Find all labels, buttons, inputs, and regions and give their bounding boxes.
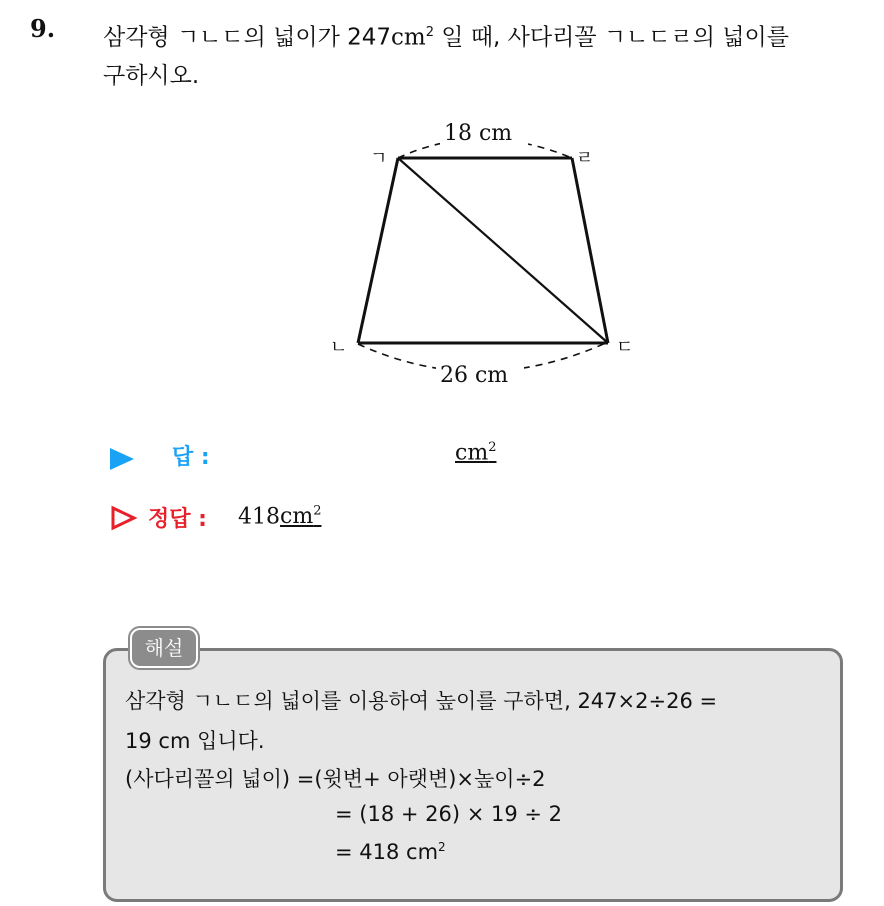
question-line1-suffix: 일 때, 사다리꼴 ㄱㄴㄷㄹ의 넓이를 bbox=[434, 24, 789, 51]
question-line1-prefix: 삼각형 ㄱㄴㄷ의 넓이가 247 bbox=[103, 24, 392, 51]
correct-answer-label: 정답 : bbox=[148, 507, 207, 532]
question-line2: 구하시오. bbox=[103, 62, 200, 89]
question-text bbox=[103, 14, 868, 95]
bottom-length-label: 26 cm bbox=[440, 363, 509, 388]
explanation-line-5-sup: 2 bbox=[438, 840, 446, 854]
answer-label: 답 : bbox=[172, 445, 210, 470]
play-triangle-icon bbox=[110, 448, 134, 470]
trapezoid-figure bbox=[320, 110, 660, 400]
answer-unit-sup: 2 bbox=[488, 440, 497, 455]
question-line1-unit: cm bbox=[391, 24, 426, 51]
explanation-line-5-text: = 418 cm bbox=[335, 840, 439, 864]
correct-answer-unit-text: cm bbox=[280, 504, 314, 530]
explanation-line-1: 삼각형 ㄱㄴㄷ의 넓이를 이용하여 높이를 구하면, 247×2÷26 = bbox=[125, 689, 718, 713]
correct-answer-number: 418 bbox=[238, 504, 280, 530]
vertex-label-d: ㄹ bbox=[576, 148, 594, 169]
vertex-label-b: ㄴ bbox=[330, 337, 348, 358]
answer-row bbox=[110, 440, 530, 476]
vertex-label-c: ㄷ bbox=[616, 337, 634, 358]
correct-answer-unit bbox=[280, 504, 321, 529]
explanation-line-5 bbox=[335, 840, 446, 864]
correct-answer-row bbox=[110, 500, 430, 540]
question-line1-sup: 2 bbox=[425, 25, 434, 40]
explanation-tab: 해설 bbox=[130, 628, 198, 668]
outline-triangle-icon bbox=[110, 505, 138, 531]
explanation-line-4: = (18 + 26) × 19 ÷ 2 bbox=[335, 802, 563, 826]
vertex-label-a: ㄱ bbox=[370, 148, 388, 169]
explanation-line-3: (사다리꼴의 넓이) =(윗변+ 아랫변)×높이÷2 bbox=[125, 767, 546, 791]
question-number: 9. bbox=[30, 14, 56, 43]
explanation-line-2: 19 cm 입니다. bbox=[125, 729, 265, 753]
answer-unit-text: cm bbox=[455, 440, 489, 466]
correct-answer-value bbox=[238, 504, 321, 529]
edge-left bbox=[358, 158, 398, 343]
answer-unit[interactable] bbox=[455, 440, 496, 465]
correct-answer-unit-sup: 2 bbox=[313, 504, 322, 519]
top-length-label: 18 cm bbox=[444, 121, 513, 146]
